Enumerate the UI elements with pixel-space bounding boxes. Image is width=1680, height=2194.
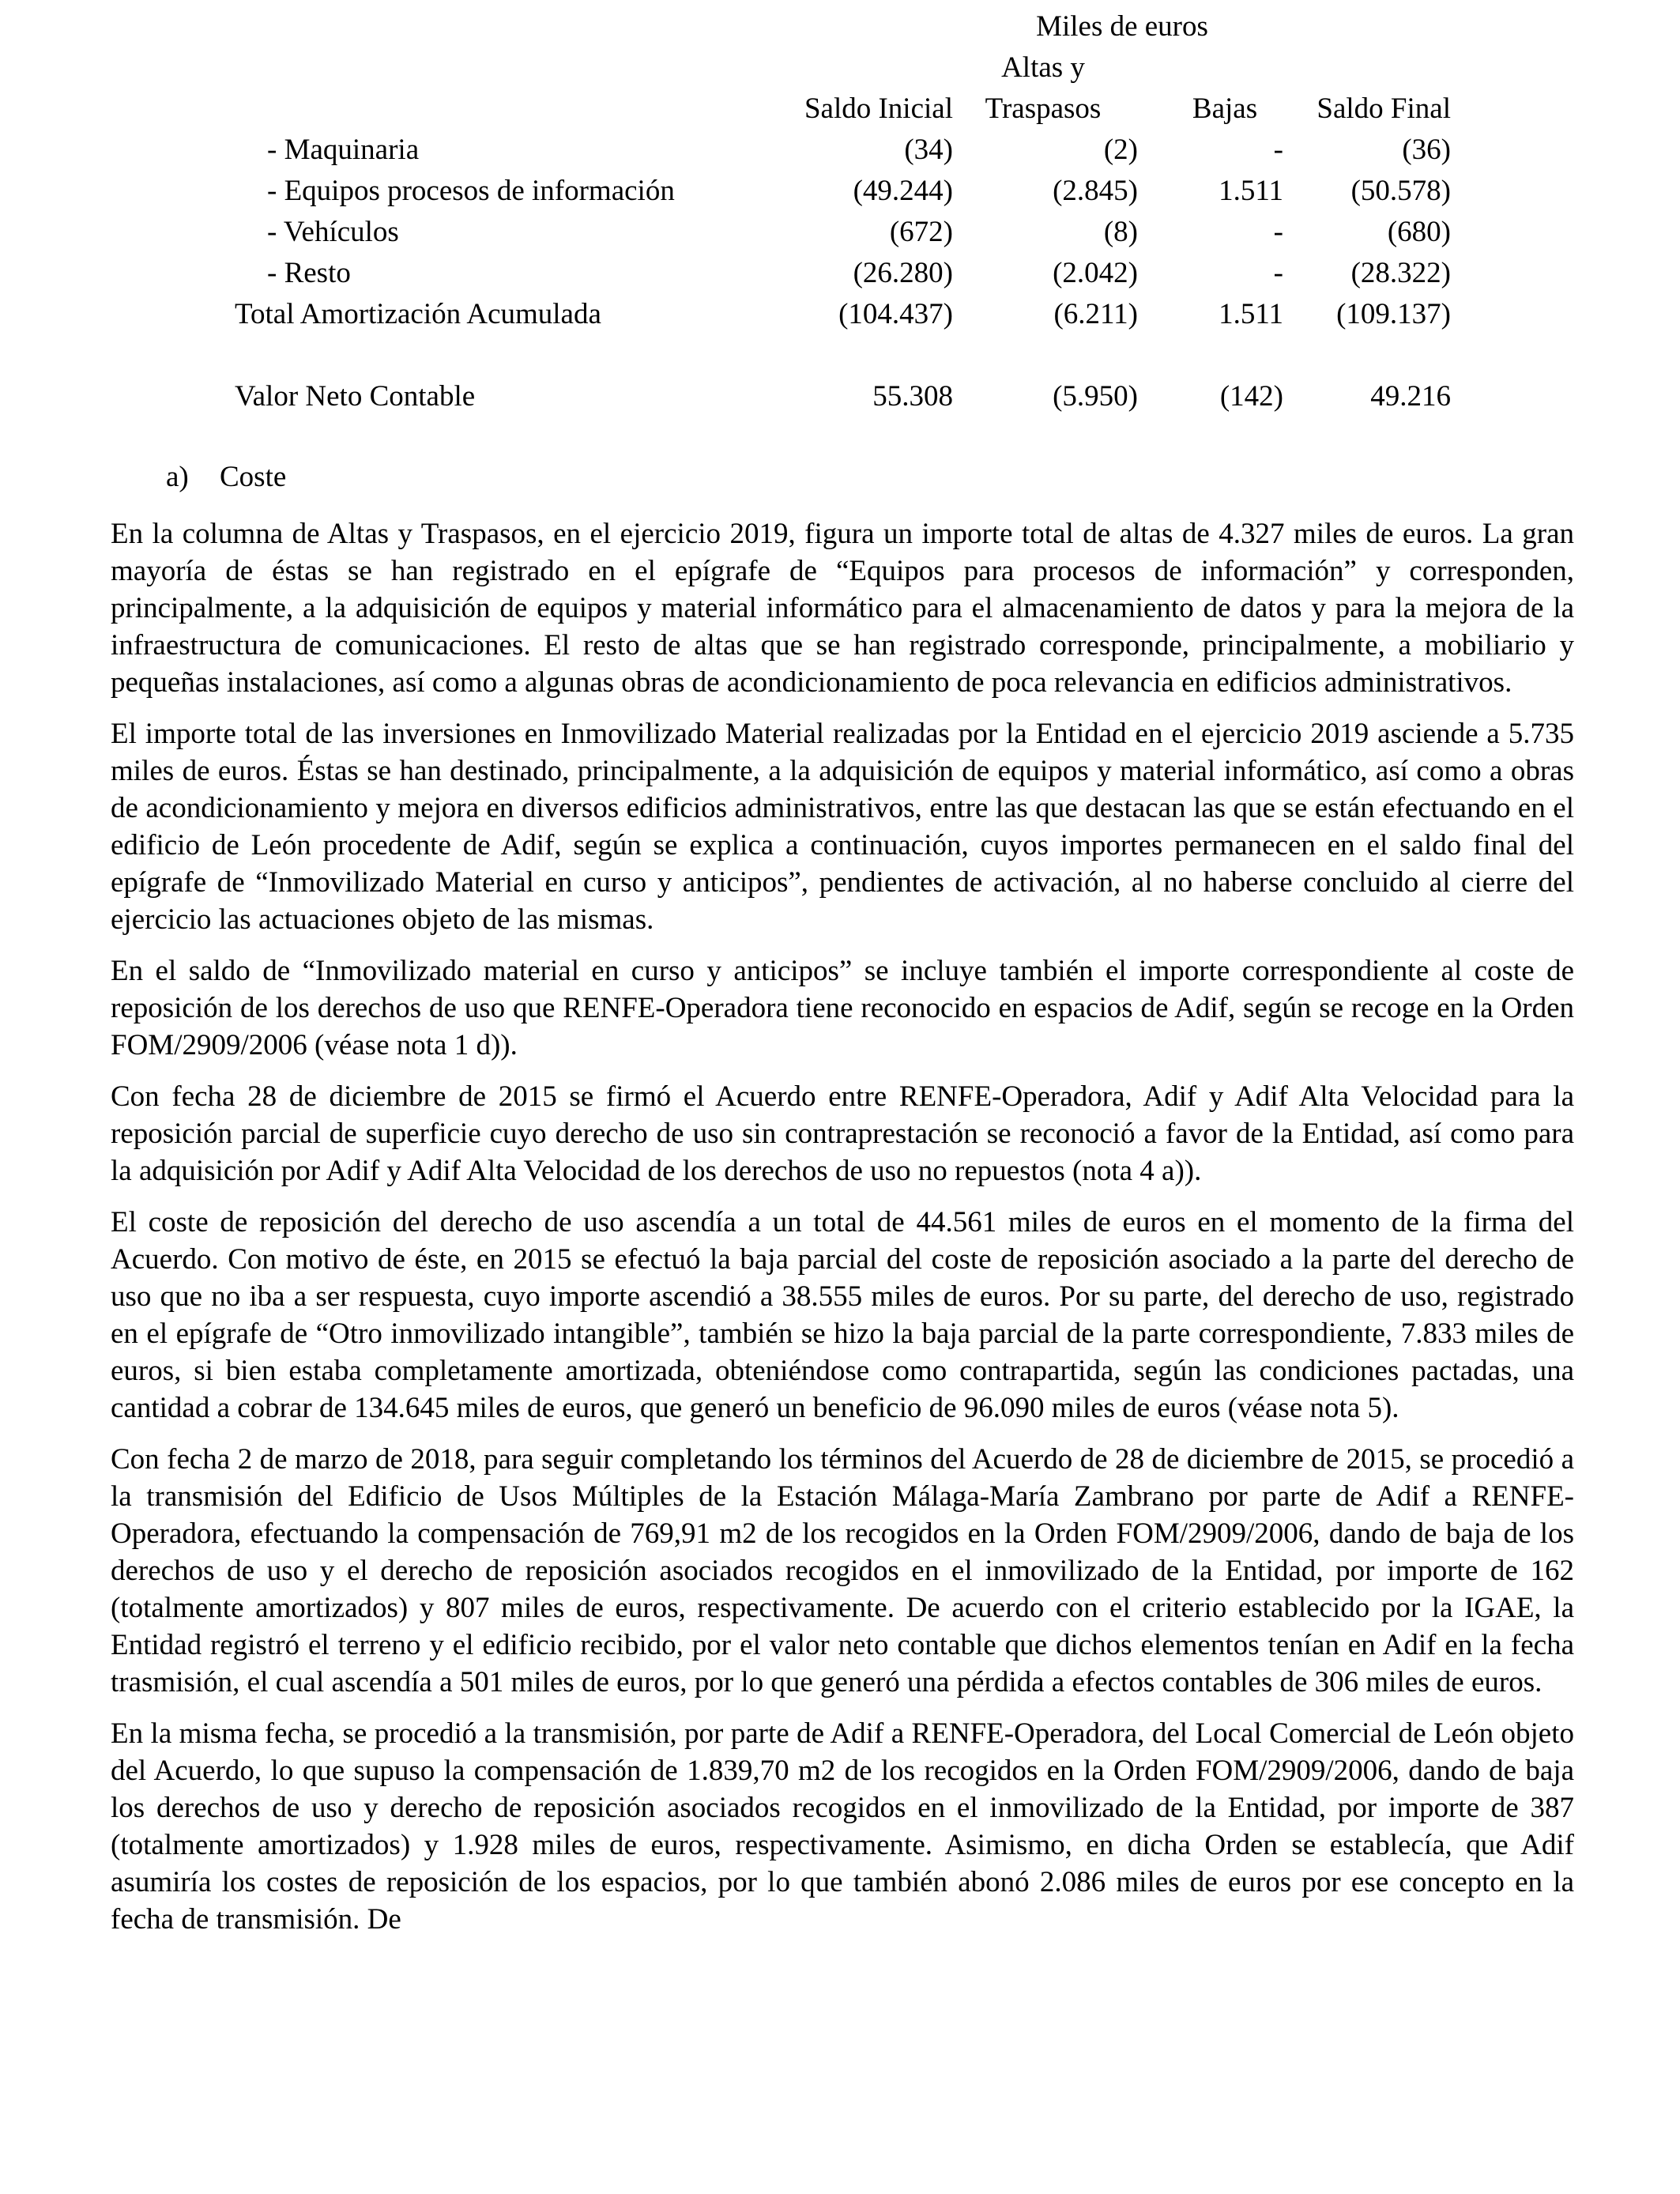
- paragraph: En la columna de Altas y Traspasos, en el ejercicio 2019, figura un importe total de altas de 4.327 miles de euros. La gran mayoría de éstas se han registrado en el epígrafe de “Equipos para procesos de información” y corresponden, principalmente, a la adquisición de equipos y material informático para el almacenamiento de datos y para la mejora de la infraestructura de comunicaciones. El resto de altas que se han registrado corresponde, principalmente, a mobiliario y pequeñas instalaciones, así como a algunas obras de acondicionamiento de poca relevancia en edificios administrativos.: [111, 518, 1574, 699]
- unit-header: Miles de euros: [1036, 10, 1208, 43]
- row-label: Valor Neto Contable: [235, 380, 476, 413]
- table-header-row-1: [0, 49, 1680, 86]
- body-text: [111, 515, 1574, 1952]
- cell-bajas: (142): [1219, 380, 1283, 413]
- cell-saldo-inicial: 55.308: [872, 380, 953, 413]
- table-header-row-2: [0, 90, 1680, 127]
- cell-altas: (2.845): [1053, 175, 1138, 207]
- table-row-net-value: [0, 378, 1680, 415]
- cell-altas: (2.042): [1053, 257, 1138, 289]
- section-title: Coste: [220, 461, 287, 493]
- paragraph: En la misma fecha, se procedió a la transmisión, por parte de Adif a RENFE-Operadora, del Local Comercial de León objeto del Acuerdo, lo que supuso la compensación de 1.839,70 m2 de los recogidos en la Orden FOM/2909/2006, dando de baja los derechos de uso y derecho de reposición asociados recogidos en el inmovilizado de la Entidad, por importe de 387 (totalmente amortizados) y 1.928 miles de euros, respectivamente. Asimismo, en dicha Orden se establecía, que Adif asumiría los costes de reposición de los espacios, por lo que también abonó 2.086 miles de euros por ese concepto en la fecha de transmisión. De: [111, 1717, 1574, 1936]
- section-heading: [166, 458, 286, 496]
- cell-saldo-inicial: (104.437): [838, 298, 953, 330]
- cell-saldo-final: (36): [1402, 134, 1451, 166]
- cell-altas: (5.950): [1053, 380, 1138, 413]
- cell-saldo-final: (680): [1387, 216, 1451, 248]
- paragraph: En el saldo de “Inmovilizado material en curso y anticipos” se incluye también el importe correspondiente al coste de reposición de los derechos de uso que RENFE-Operadora tiene reconocido en espacios de Adif, según se recoge en la Orden FOM/2909/2006 (véase nota 1 d)).: [111, 955, 1574, 1061]
- cell-bajas: -: [1273, 257, 1283, 289]
- col-header-altas-line1: Altas y: [1001, 51, 1085, 84]
- table-row: [0, 131, 1680, 168]
- table-row: [0, 172, 1680, 209]
- table-row: [0, 213, 1680, 251]
- cell-saldo-inicial: (34): [904, 134, 953, 166]
- paragraph: El coste de reposición del derecho de uso ascendía a un total de 44.561 miles de euros en el momento de la firma del Acuerdo. Con motivo de éste, en 2015 se efectuó la baja parcial del coste de reposición asociado a la parte del derecho de uso que no iba a ser respuesta, cuyo importe ascendió a 38.555 miles de euros. Por su parte, del derecho de uso, registrado en el epígrafe de “Otro inmovilizado intangible”, también se hizo la baja parcial de la parte correspondiente, 7.833 miles de euros, si bien estaba completamente amortizada, obteniéndose como contrapartida, según las condiciones pactadas, una cantidad a cobrar de 134.645 miles de euros, que generó un beneficio de 96.090 miles de euros (véase nota 5).: [111, 1206, 1574, 1424]
- row-label: - Maquinaria: [267, 134, 420, 166]
- col-header-traspasos: Traspasos: [985, 92, 1102, 125]
- row-label: - Equipos procesos de información: [267, 175, 675, 207]
- col-header-bajas: Bajas: [1192, 92, 1258, 125]
- row-label: Total Amortización Acumulada: [235, 298, 601, 330]
- cell-saldo-final: (28.322): [1350, 257, 1451, 289]
- table-row: [0, 254, 1680, 292]
- cell-bajas: -: [1273, 216, 1283, 248]
- table-row-total: [0, 296, 1680, 333]
- cell-saldo-final: 49.216: [1370, 380, 1451, 413]
- col-header-saldo-final: Saldo Final: [1317, 92, 1451, 125]
- cell-bajas: 1.511: [1219, 175, 1283, 207]
- col-header-saldo-inicial: Saldo Inicial: [804, 92, 953, 125]
- section-letter: a): [166, 461, 189, 493]
- cell-saldo-inicial: (49.244): [853, 175, 953, 207]
- cell-bajas: -: [1273, 134, 1283, 166]
- paragraph: Con fecha 2 de marzo de 2018, para seguir completando los términos del Acuerdo de 28 de diciembre de 2015, se procedió a la transmisión del Edificio de Usos Múltiples de la Estación Málaga-María Zambrano por parte de Adif a RENFE-Operadora, efectuando la compensación de 769,91 m2 de los recogidos en la Orden FOM/2909/2006, dando de baja de los derechos de uso y el derecho de reposición asociados recogidos en el inmovilizado de la Entidad, por importe de 162 (totalmente amortizados) y 807 miles de euros, respectivamente. De acuerdo con el criterio establecido por la IGAE, la Entidad registró el terreno y el edificio recibido, por el valor neto contable que dichos elementos tenían en Adif en la fecha trasmisión, el cual ascendía a 501 miles de euros, por lo que generó una pérdida a efectos contables de 306 miles de euros.: [111, 1443, 1574, 1698]
- cell-altas: (2): [1103, 134, 1138, 166]
- row-label: - Vehículos: [267, 216, 399, 248]
- row-label: - Resto: [267, 257, 351, 289]
- cell-saldo-final: (50.578): [1350, 175, 1451, 207]
- cell-altas: (8): [1103, 216, 1138, 248]
- cell-altas: (6.211): [1053, 298, 1138, 330]
- table-header-unit-row: [0, 8, 1680, 45]
- paragraph: El importe total de las inversiones en Inmovilizado Material realizadas por la Entidad en el ejercicio 2019 asciende a 5.735 miles de euros. Éstas se han destinado, principalmente, a la adquisición de equipos y material informático, así como a obras de acondicionamiento y mejora en diversos edificios administrativos, entre las que destacan las que se están efectuando en el edificio de León procedente de Adif, según se explica a continuación, cuyos importes permanecen en el saldo final del epígrafe de “Inmovilizado Material en curso y anticipos”, pendientes de activación, al no haberse concluido al cierre del ejercicio las actuaciones objeto de las mismas.: [111, 718, 1574, 936]
- cell-bajas: 1.511: [1219, 298, 1283, 330]
- paragraph: Con fecha 28 de diciembre de 2015 se firmó el Acuerdo entre RENFE-Operadora, Adif y Adif Alta Velocidad para la reposición parcial de superficie cuyo derecho de uso sin contraprestación se reconoció a favor de la Entidad, así como para la adquisición por Adif y Adif Alta Velocidad de los derechos de uso no repuestos (nota 4 a)).: [111, 1080, 1574, 1187]
- cell-saldo-final: (109.137): [1336, 298, 1451, 330]
- cell-saldo-inicial: (672): [889, 216, 953, 248]
- cell-saldo-inicial: (26.280): [853, 257, 953, 289]
